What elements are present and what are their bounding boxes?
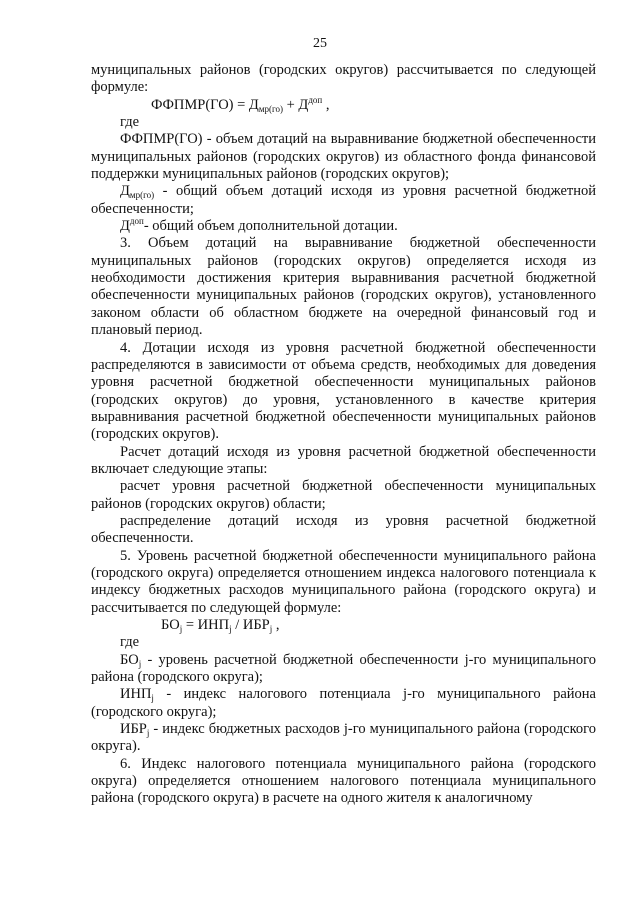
- definition-text: - индекс бюджетных расходов j-го муниципального района (городского округа).: [91, 721, 596, 755]
- definition-text: - уровень расчетной бюджетной обеспеченности j-го муниципального района (городского округа);: [91, 651, 596, 686]
- where-label: где: [120, 634, 140, 651]
- document-body: [91, 62, 596, 808]
- definition-text: - объем дотаций на выравнивание бюджетной обеспеченности муниципальных районов (городских округов) из областного фонда финансовой поддержки муниципальных районов (городских округов);: [91, 131, 596, 183]
- definition-term: Д: [120, 183, 130, 200]
- definition-term: ФФПМР(ГО): [120, 131, 203, 148]
- paragraph-4-step2: распределение дотаций исходя из уровня расчетной бюджетной обеспеченности.: [91, 512, 596, 547]
- definition-subscript: j: [138, 658, 142, 669]
- definition-subscript: j: [151, 693, 154, 704]
- definition-text: - индекс налогового потенциала j-го муниципального района (городского округа);: [91, 686, 596, 720]
- paragraph-4: 4. Дотации исходя из уровня расчетной бюджетной обеспеченности распределяются в зависимости от объема средств, необходимых для доведения уровня расчетной бюджетной обеспеченности муниципальных районов (городских округов) до уровня, установленного в качестве критерия выравнивания расчетной бюджетной обеспеченности муниципальных районов (городских округов).: [91, 339, 596, 443]
- definition-term: Д: [120, 218, 130, 235]
- formula-text: + Д: [282, 96, 309, 113]
- definition-ffpmr: [91, 131, 596, 183]
- intro-paragraph: муниципальных районов (городских округов) рассчитывается по следующей формуле:: [91, 62, 596, 96]
- formula-subscript: j: [179, 624, 183, 634]
- formula-text: / ИБР: [231, 617, 270, 633]
- definition-subscript: мр(го): [129, 190, 155, 201]
- definition-term: ИНП: [120, 686, 152, 703]
- where-label: где: [120, 114, 140, 131]
- paragraph-5: 5. Уровень расчетной бюджетной обеспеченности муниципального района (городского округа) определяется отношением индекса налогового потенциала к индексу бюджетных расходов муниципального района (городского округа) и рассчитывается по следующей формуле:: [91, 547, 596, 616]
- formula-subscript: j: [229, 624, 232, 634]
- formula-budget-sufficiency: [91, 617, 596, 634]
- definition-text: - общий объем дотаций исходя из уровня расчетной бюджетной обеспеченности;: [91, 183, 596, 217]
- definition-ibr: [91, 721, 596, 756]
- formula-total-subsidy: [91, 94, 596, 114]
- paragraph-6: 6. Индекс налогового потенциала муниципального района (городского округа) определяется отношением налогового потенциала муниципального района (городского округа) в расчете на одного жителя к аналогичному: [91, 755, 596, 807]
- formula-text: ,: [322, 96, 330, 113]
- page-number: 25: [313, 36, 327, 51]
- definition-text: - общий объем дополнительной дотации.: [143, 218, 398, 235]
- definition-bo: [91, 652, 596, 687]
- definition-term: БО: [120, 651, 139, 668]
- definition-d-mr: [91, 183, 596, 218]
- formula-text: = ИНП: [182, 617, 230, 633]
- paragraph-4-calc: Расчет дотаций исходя из уровня расчетной бюджетной обеспеченности включает следующие этапы:: [91, 443, 596, 477]
- formula-text: ,: [272, 617, 280, 633]
- paragraph-4-step1: расчет уровня расчетной бюджетной обеспеченности муниципальных районов (городских округов) области;: [91, 478, 596, 512]
- formula-superscript: доп: [308, 94, 323, 105]
- definition-term: ИБР: [120, 721, 147, 738]
- formula-subscript: мр(го): [258, 103, 283, 114]
- definition-d-dop: [91, 218, 596, 235]
- formula-text: ФФПМР(ГО) = Д: [151, 96, 259, 113]
- formula-subscript: j: [269, 624, 273, 634]
- definition-subscript: j: [146, 728, 150, 739]
- definition-inp: [91, 686, 596, 721]
- formula-text: БО: [161, 617, 180, 633]
- definition-superscript: доп: [129, 216, 144, 227]
- paragraph-3: 3. Объем дотаций на выравнивание бюджетной обеспеченности муниципальных районов (городских округов) определяется исходя из необходимости достижения критерия выравнивания расчетной бюджетной обеспеченности муниципальных районов (городских округов), установленного законом области об областном бюджете на очередной финансовый год и плановый период.: [91, 235, 596, 339]
